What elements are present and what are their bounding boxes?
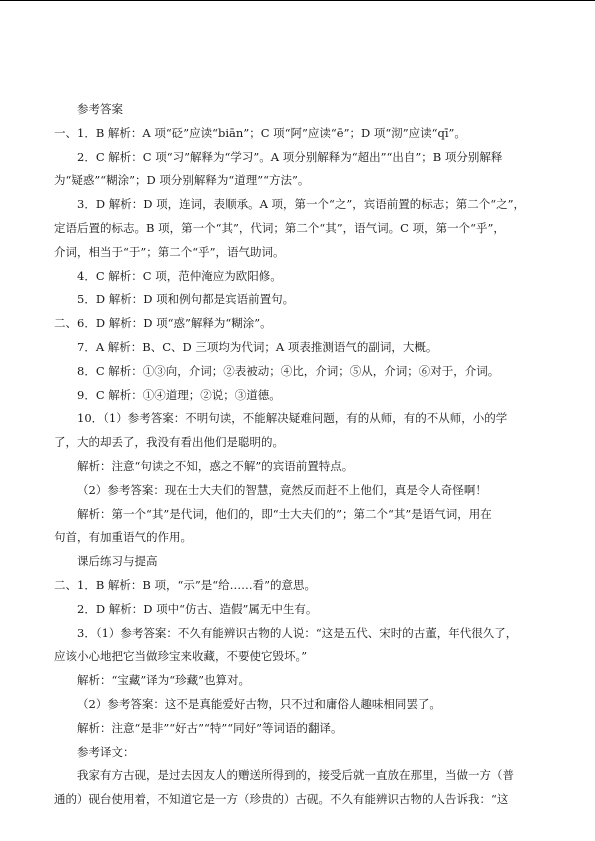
text-line: 参考译文： <box>77 744 135 759</box>
text-line: 了，大的却丢了，我没有看出他们是聪明的。 <box>54 435 284 450</box>
header-rule <box>0 0 595 1</box>
text-line: 为“疑惑”“糊涂”；D 项分别解释为“道理”“方法”。 <box>54 173 310 188</box>
text-line: 一、1．B 解析：A 项“砭”应读“biān”；C 项“阿”应读“ē”；D 项“沏”应读“qī”。 <box>54 125 466 140</box>
text-line: 9．C 解析：①④道理；②说；③道德。 <box>77 387 281 402</box>
text-line: 10．（1）参考答案：不明句读，不能解决疑难问题，有的从师，有的不从师，小的学 <box>77 411 508 426</box>
text-line: 解析：注意“是非”“好古”“特”“同好”等词语的翻译。 <box>77 720 343 735</box>
text-line: 我家有方古砚，是过去因友人的赠送所得到的，接受后就一直放在那里，当做一方（普 <box>77 768 514 783</box>
text-line: 介词，相当于“于”；第二个“乎”，语气助词。 <box>54 244 285 259</box>
text-line: 2．D 解析：D 项中“仿古、造假”属无中生有。 <box>77 601 318 616</box>
answer-key-body <box>54 98 542 812</box>
text-line: 3．D 解析：D 项，连词，表顺承。A 项，第一个“之”，宾语前置的标志；第二个“之”， <box>77 197 526 212</box>
text-line: 定语后置的标志。B 项，第一个“其”，代词；第二个“其”，语气词。C 项，第一个“乎”， <box>54 220 505 235</box>
text-line: 通的）砚台使用着，不知道它是一方（珍贵的）古砚。不久有能辨识古物的人告诉我：“这 <box>54 792 509 807</box>
text-line: 3．（1）参考答案：不久有能辨识古物的人说：“这是五代、宋时的古董，年代很久了， <box>77 625 518 640</box>
text-line: 解析：注意“句读之不知，惑之不解”的宾语前置特点。 <box>77 458 354 473</box>
text-line: 应该小心地把它当做珍宝来收藏，不要使它毁坏。” <box>54 649 308 664</box>
text-line: 参考答案 <box>77 102 123 116</box>
text-line: （2）参考答案：现在士大夫们的智慧，竟然反而赶不上他们，真是令人奇怪啊！ <box>77 482 487 497</box>
text-line: 5．D 解析：D 项和例句都是宾语前置句。 <box>77 292 295 307</box>
text-line: 二、1．B 解析：B 项，“示”是“给……看”的意思。 <box>54 577 317 592</box>
text-line: 解析：第一个“其”是代词，他们的，即“士大夫们的”；第二个“其”是语气词，用在 <box>77 506 492 521</box>
text-line: 8．C 解析：①③向，介词；②表被动；④比，介词；⑤从，介词；⑥对于，介词。 <box>77 363 500 378</box>
text-line: 7．A 解析：B、C、D 三项均为代词；A 项表推测语气的副词，大概。 <box>77 339 438 354</box>
text-line: （2）参考答案：这不是真能爱好古物，只不过和庸俗人趣味相同罢了。 <box>77 696 441 711</box>
text-line: 课后练习与提高 <box>77 554 158 569</box>
text-line: 4．C 解析：C 项，范仲淹应为欧阳修。 <box>77 268 282 283</box>
text-line: 二、6．D 解析：D 项“惑”解释为“糊涂”。 <box>54 316 272 331</box>
text-line: 句首，有加重语气的作用。 <box>54 530 192 545</box>
text-line: 解析：“宝藏”译为“珍藏”也算对。 <box>77 673 251 688</box>
text-line: 2．C 解析：C 项“习”解释为“学习”。A 项分别解释为“超出”“出自”；B 项分别解释 <box>77 149 503 164</box>
